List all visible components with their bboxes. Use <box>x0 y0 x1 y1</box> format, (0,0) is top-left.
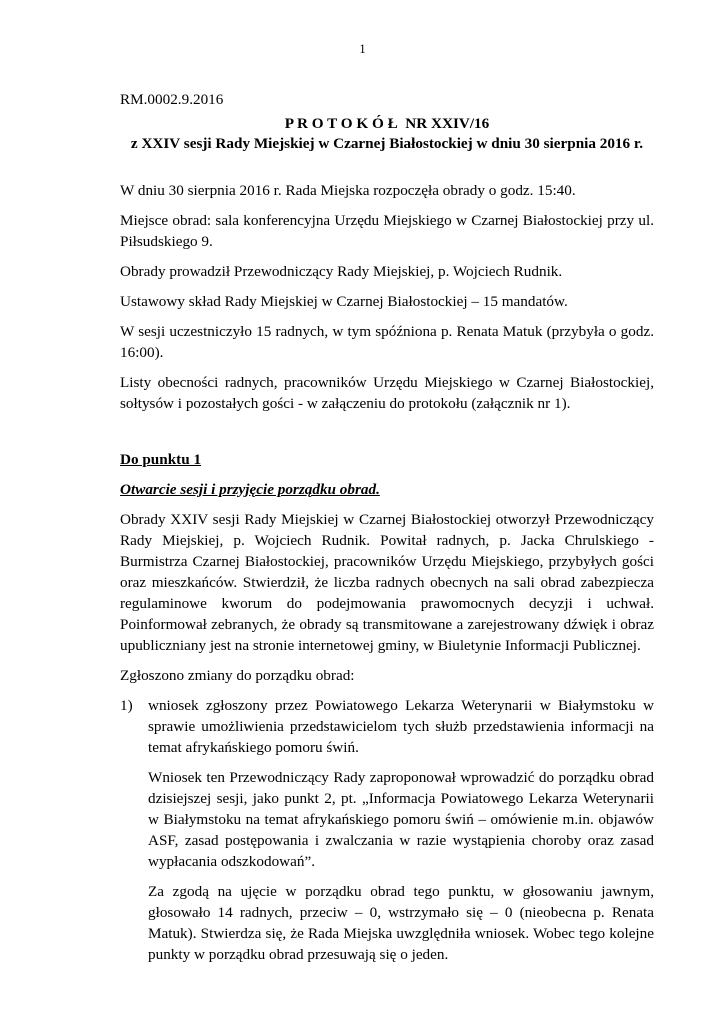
changes-intro: Zgłoszono zmiany do porządku obrad: <box>120 667 355 684</box>
section-paragraph: Obrady XXIV sesji Rady Miejskiej w Czarnej Białostockiej otworzył Przewodniczący Rady Miejskiej, p. Wojciech Rudnik. Powitał radnych, p. Jacka Chrulskiego - Burmistrza Czarnej Białostockiej, pracowników Urzędu Miejskiego, przybyłych gości oraz mieszkańców. Stwierdził, że liczba radnych obecnych na sali obrad zabezpiecza regulaminowe kworum do podejmowania prawomocnych decyzji i uchwał. Poinformował zebranych, że obrady są transmitowane a zarejestrowany dźwięk i obraz upubliczniany jest na stronie internetowej gminy, w Biuletynie Informacji Publicznej. <box>120 511 654 654</box>
list-item <box>120 695 654 965</box>
intro-paragraph: W dniu 30 sierpnia 2016 r. Rada Miejska rozpoczęła obrady o godz. 15:40. <box>120 182 576 199</box>
list-paragraph: wniosek zgłoszony przez Powiatowego Lekarza Weterynarii w Białymstoku w sprawie umożliwienia przedstawicielom tych służb przedstawienia informacji na temat afrykańskiego pomoru świń. <box>148 697 654 756</box>
document-subtitle: z XXIV sesji Rady Miejskiej w Czarnej Białostockiej w dniu 30 sierpnia 2016 r. <box>130 135 644 152</box>
section-subheading: Otwarcie sesji i przyjęcie porządku obrad. <box>120 481 380 498</box>
intro-paragraph: Miejsce obrad: sala konferencyjna Urzędu Miejskiego w Czarnej Białostockiej przy ul. Piłsudskiego 9. <box>120 212 654 250</box>
document-body <box>120 180 654 974</box>
intro-paragraph: Listy obecności radnych, pracowników Urzędu Miejskiego w Czarnej Białostockiej, sołtysów i pozostałych gości - w załączeniu do protokołu (załącznik nr 1). <box>120 374 654 412</box>
list-paragraph: Wniosek ten Przewodniczący Rady zaproponował wprowadzić do porządku obrad dzisiejszej sesji, jako punkt 2, pt. „Informacja Powiatowego Lekarza Weterynarii w Białymstoku na temat afrykańskiego pomoru świń – omówienie m.in. objawów ASF, zasad postępowania i zwalczania w razie wystąpienia choroby oraz zasad wypłacania odszkodowań”. <box>148 769 654 870</box>
document-reference: RM.0002.9.2016 <box>120 91 224 108</box>
section-heading: Do punktu 1 <box>120 451 202 468</box>
intro-paragraph: Obrady prowadził Przewodniczący Rady Miejskiej, p. Wojciech Rudnik. <box>120 263 563 280</box>
intro-paragraph: W sesji uczestniczyło 15 radnych, w tym spóźniona p. Renata Matuk (przybyła o godz. 16:00). <box>120 323 654 361</box>
list-marker: 1) <box>120 697 133 714</box>
intro-paragraph: Ustawowy skład Rady Miejskiej w Czarnej Białostockiej – 15 mandatów. <box>120 293 568 310</box>
document-title: P R O T O K Ó Ł NR XXIV/16 <box>284 115 490 132</box>
title-block <box>120 114 654 154</box>
section-spacer <box>120 423 654 449</box>
list-paragraph: Za zgodą na ujęcie w porządku obrad tego punktu, w głosowaniu jawnym, głosowało 14 radnych, przeciw – 0, wstrzymało się – 0 (nieobecna p. Renata Matuk). Stwierdza się, że Rada Miejska uwzględniła wniosek. Wobec tego kolejne punkty w porządku obrad przesuwają się o jeden. <box>148 883 654 963</box>
page-number: 1 <box>359 42 366 56</box>
